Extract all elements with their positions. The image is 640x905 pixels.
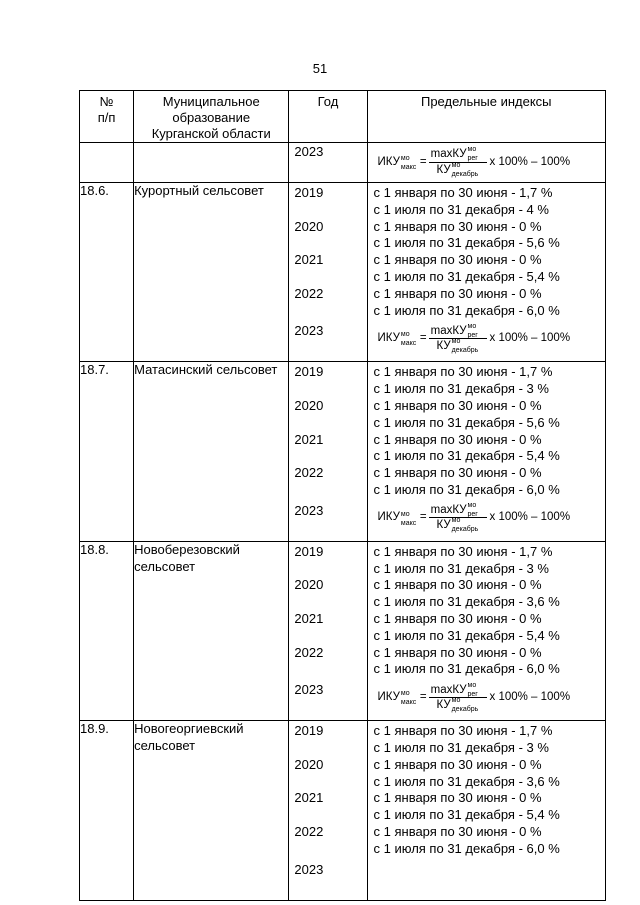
index-line: с 1 июля по 31 декабря - 5,4 % bbox=[373, 807, 560, 823]
formula-tail: x 100% – 100% bbox=[489, 155, 571, 168]
year-cell: 2021 bbox=[294, 790, 324, 806]
header-num: № п/п bbox=[80, 91, 134, 143]
limit-indices-table bbox=[79, 90, 606, 901]
index-line: с 1 января по 30 июня - 1,7 % bbox=[373, 185, 553, 200]
index-line: с 1 января по 30 июня - 0 % bbox=[373, 644, 542, 660]
year-cell: 2022 bbox=[294, 285, 324, 301]
header-indices: Предельные индексы bbox=[367, 91, 605, 143]
year-cell: 2023 bbox=[294, 682, 324, 698]
index-line: с 1 июля по 31 декабря - 6,0 % bbox=[373, 661, 560, 677]
year-cell: 2021 bbox=[294, 431, 324, 447]
year-cell: 2023 bbox=[294, 144, 324, 159]
index-line: с 1 июля по 31 декабря - 3 % bbox=[373, 560, 549, 576]
municipality-name: Курортный сельсовет bbox=[134, 183, 289, 362]
formula-tail: x 100% – 100% bbox=[489, 331, 571, 344]
index-line: с 1 июля по 31 декабря - 5,6 % bbox=[373, 414, 560, 430]
year-cell: 2019 bbox=[294, 543, 324, 559]
year-cell: 2021 bbox=[294, 610, 324, 626]
year-cell: 2020 bbox=[294, 397, 324, 413]
year-cell: 2020 bbox=[294, 218, 324, 234]
index-line: с 1 января по 30 июня - 1,7 % bbox=[373, 543, 553, 559]
index-line: с 1 июля по 31 декабря - 3,6 % bbox=[373, 594, 560, 610]
index-line: с 1 января по 30 июня - 1,7 % bbox=[373, 364, 553, 380]
formula-lhs: ИКУ bbox=[377, 690, 400, 703]
header-year: Год bbox=[289, 91, 367, 143]
year-cell: 2019 bbox=[294, 185, 324, 200]
formula-fraction: maxКУ мо рег КУ мо декабрь bbox=[429, 147, 487, 176]
index-line: с 1 января по 30 июня - 0 % bbox=[373, 431, 542, 447]
table-row bbox=[80, 721, 606, 900]
municipality-name: Матасинский сельсовет bbox=[134, 362, 289, 541]
index-line: с 1 января по 30 июня - 0 % bbox=[373, 465, 542, 481]
index-line: с 1 января по 30 июня - 0 % bbox=[373, 252, 542, 268]
index-line: с 1 января по 30 июня - 0 % bbox=[373, 397, 542, 413]
formula-lhs: ИКУ bbox=[377, 331, 400, 344]
formula-lhs: ИКУ bbox=[377, 511, 400, 524]
index-line: с 1 июля по 31 декабря - 3 % bbox=[373, 739, 549, 755]
header-municipality: Муниципальное образование Курганской области bbox=[134, 91, 289, 143]
table-header-row bbox=[80, 91, 606, 143]
formula-lhs: ИКУ bbox=[377, 155, 400, 168]
formula-tail: x 100% – 100% bbox=[489, 690, 571, 703]
table-row bbox=[80, 183, 606, 362]
index-line: с 1 июля по 31 декабря - 6,0 % bbox=[373, 840, 560, 856]
index-line: с 1 января по 30 июня - 0 % bbox=[373, 790, 542, 806]
index-line: с 1 января по 30 июня - 0 % bbox=[373, 577, 542, 593]
formula: ИКУ мо макс = maxКУ мо рег КУ мо декабрь x 100% – 100% bbox=[377, 502, 571, 534]
year-cell: 2020 bbox=[294, 577, 324, 593]
formula: ИКУ мо макс = maxКУ мо рег КУ мо декабрь x 100% – 100% bbox=[377, 146, 571, 178]
page-number: 51 bbox=[312, 61, 328, 76]
formula: ИКУ мо макс = maxКУ мо рег КУ мо декабрь x 100% – 100% bbox=[377, 322, 571, 354]
index-line: с 1 июля по 31 декабря - 5,6 % bbox=[373, 235, 560, 251]
row-number: 18.8. bbox=[80, 541, 134, 720]
formula-fraction: maxКУ мо рег КУ мо декабрь bbox=[429, 503, 487, 532]
year-cell: 2022 bbox=[294, 823, 324, 839]
index-line: с 1 января по 30 июня - 0 % bbox=[373, 610, 542, 626]
row-number: 18.6. bbox=[80, 183, 134, 362]
index-line: с 1 июля по 31 декабря - 5,4 % bbox=[373, 627, 560, 643]
index-line: с 1 июля по 31 декабря - 5,4 % bbox=[373, 448, 560, 464]
municipality-name: Новогеоргиевский сельсовет bbox=[134, 721, 289, 900]
index-line: с 1 января по 30 июня - 1,7 % bbox=[373, 723, 553, 739]
year-cell: 2023 bbox=[294, 861, 324, 877]
table-row bbox=[80, 362, 606, 541]
index-line: с 1 июля по 31 декабря - 6,0 % bbox=[373, 302, 560, 318]
index-line: с 1 января по 30 июня - 0 % bbox=[373, 823, 542, 839]
continuation-row bbox=[80, 143, 606, 183]
index-line: с 1 июля по 31 декабря - 6,0 % bbox=[373, 481, 560, 497]
year-cell: 2023 bbox=[294, 323, 324, 339]
row-number: 18.7. bbox=[80, 362, 134, 541]
index-line: с 1 января по 30 июня - 0 % bbox=[373, 756, 542, 772]
index-line: с 1 июля по 31 декабря - 5,4 % bbox=[373, 268, 560, 284]
row-number: 18.9. bbox=[80, 721, 134, 900]
formula-tail: x 100% – 100% bbox=[489, 511, 571, 524]
table-row bbox=[80, 541, 606, 720]
year-cell: 2021 bbox=[294, 252, 324, 268]
municipality-name: Новоберезовский сельсовет bbox=[134, 541, 289, 720]
index-line: с 1 января по 30 июня - 0 % bbox=[373, 218, 542, 234]
year-cell: 2023 bbox=[294, 502, 324, 518]
index-line: с 1 января по 30 июня - 0 % bbox=[373, 285, 542, 301]
formula: ИКУ мо макс = maxКУ мо рег КУ мо декабрь x 100% – 100% bbox=[377, 681, 571, 713]
formula-fraction: maxКУ мо рег КУ мо декабрь bbox=[429, 683, 487, 712]
index-line: с 1 июля по 31 декабря - 4 % bbox=[373, 201, 549, 217]
year-cell: 2019 bbox=[294, 723, 324, 739]
index-line: с 1 июля по 31 декабря - 3,6 % bbox=[373, 773, 560, 789]
year-cell: 2020 bbox=[294, 756, 324, 772]
formula-fraction: maxКУ мо рег КУ мо декабрь bbox=[429, 324, 487, 353]
year-cell: 2022 bbox=[294, 644, 324, 660]
index-line: с 1 июля по 31 декабря - 3 % bbox=[373, 381, 549, 397]
year-cell: 2019 bbox=[294, 364, 324, 380]
year-cell: 2022 bbox=[294, 465, 324, 481]
